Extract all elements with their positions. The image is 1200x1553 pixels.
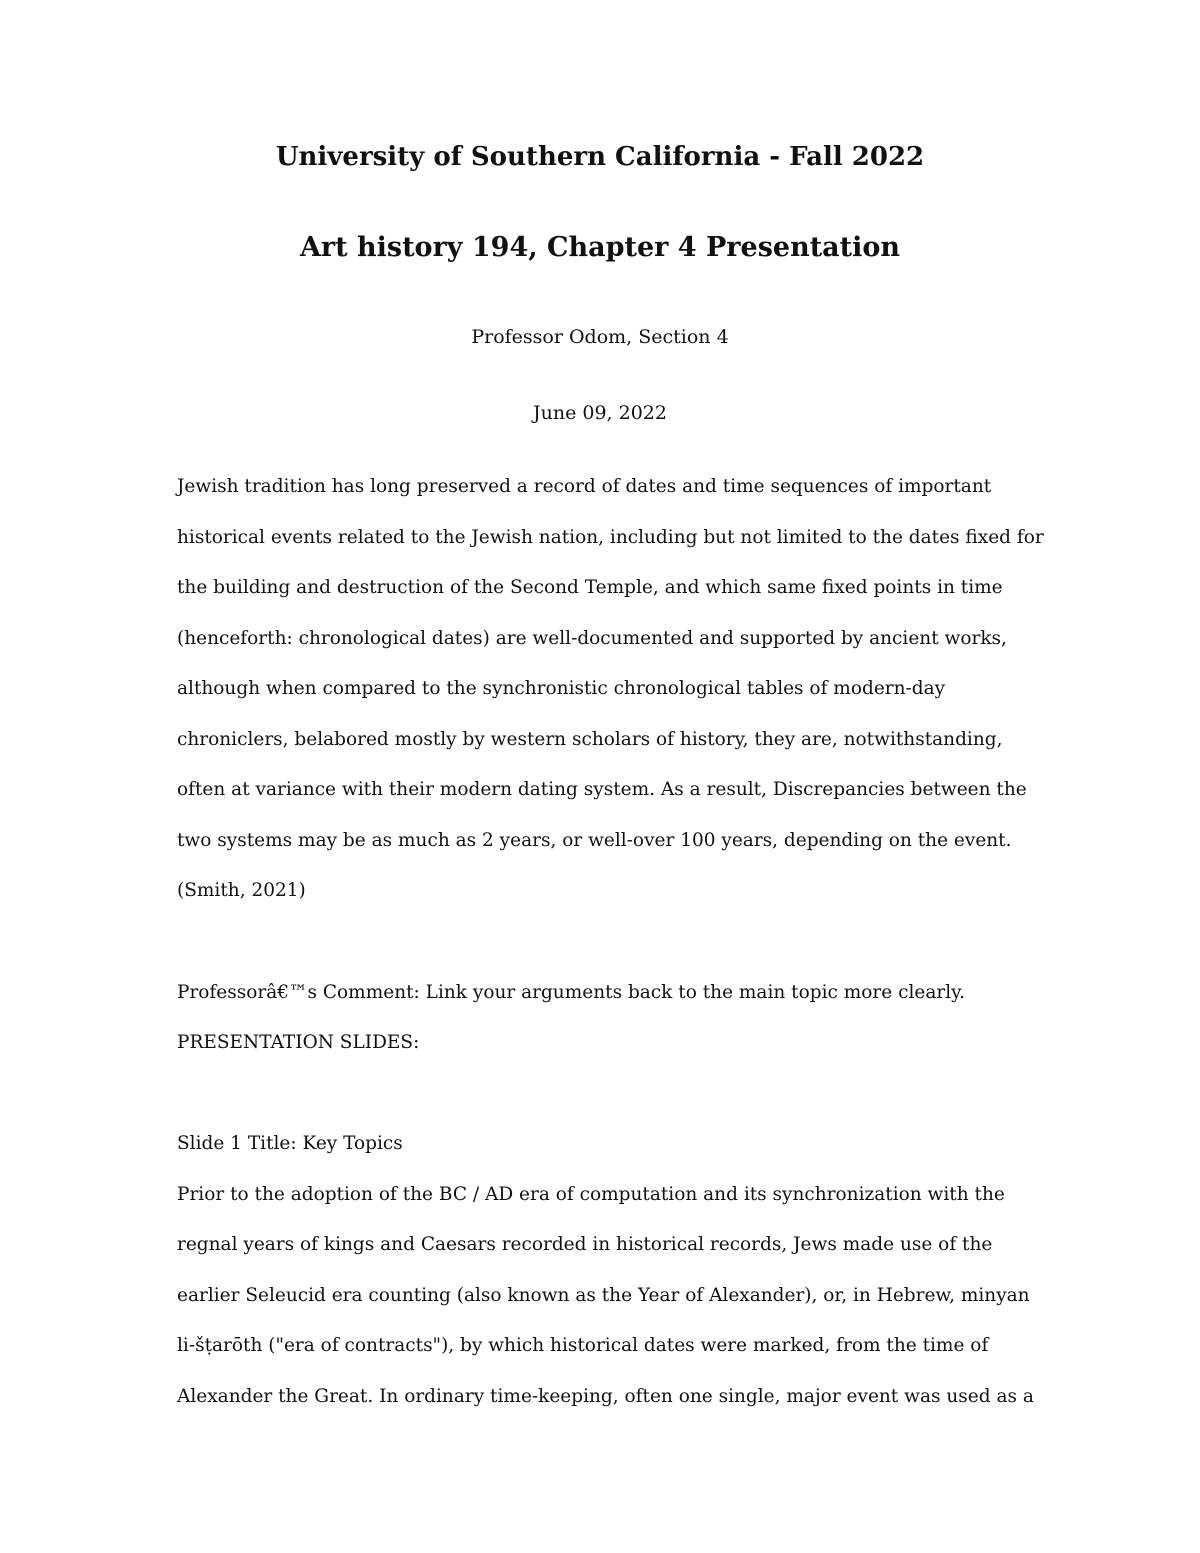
intro-line: chroniclers, belabored mostly by western scholars of history, they are, notwithstanding,: [177, 729, 1003, 750]
slide-1-title: Slide 1 Title: Key Topics: [177, 1133, 403, 1154]
professor-line: Professor Odom, Section 4: [471, 326, 729, 348]
slide-1-line: regnal years of kings and Caesars recorded in historical records, Jews made use of the: [177, 1234, 993, 1255]
citation-line: (Smith, 2021): [177, 880, 306, 901]
intro-line: the building and destruction of the Second Temple, and which same fixed points in time: [177, 577, 1003, 598]
slide-1-line: Prior to the adoption of the BC / AD era of computation and its synchronization with the: [177, 1184, 1005, 1205]
intro-line: historical events related to the Jewish nation, including but not limited to the dates fixed for: [177, 527, 1044, 548]
date-line: June 09, 2022: [533, 402, 667, 424]
professor-comment: Professorâ€™s Comment: Link your arguments back to the main topic more clearly.: [177, 982, 965, 1003]
course-heading: Art history 194, Chapter 4 Presentation: [299, 232, 901, 263]
slide-1-line: li-šṭarōth ("era of contracts"), by which historical dates were marked, from the time of: [177, 1335, 989, 1356]
slide-1-line: Alexander the Great. In ordinary time-keeping, often one single, major event was used as a: [177, 1386, 1034, 1407]
intro-line: although when compared to the synchronistic chronological tables of modern-day: [177, 678, 946, 699]
intro-line: (henceforth: chronological dates) are well-documented and supported by ancient works,: [177, 628, 1007, 649]
university-heading: University of Southern California - Fall 2022: [275, 142, 925, 172]
slides-heading: PRESENTATION SLIDES:: [177, 1032, 420, 1053]
intro-line: two systems may be as much as 2 years, or well-over 100 years, depending on the event.: [177, 830, 1012, 851]
slide-1-line: earlier Seleucid era counting (also known as the Year of Alexander), or, in Hebrew, minyan: [177, 1285, 1030, 1306]
intro-line: often at variance with their modern dating system. As a result, Discrepancies between the: [177, 779, 1027, 800]
intro-line: Jewish tradition has long preserved a record of dates and time sequences of important: [177, 476, 992, 497]
